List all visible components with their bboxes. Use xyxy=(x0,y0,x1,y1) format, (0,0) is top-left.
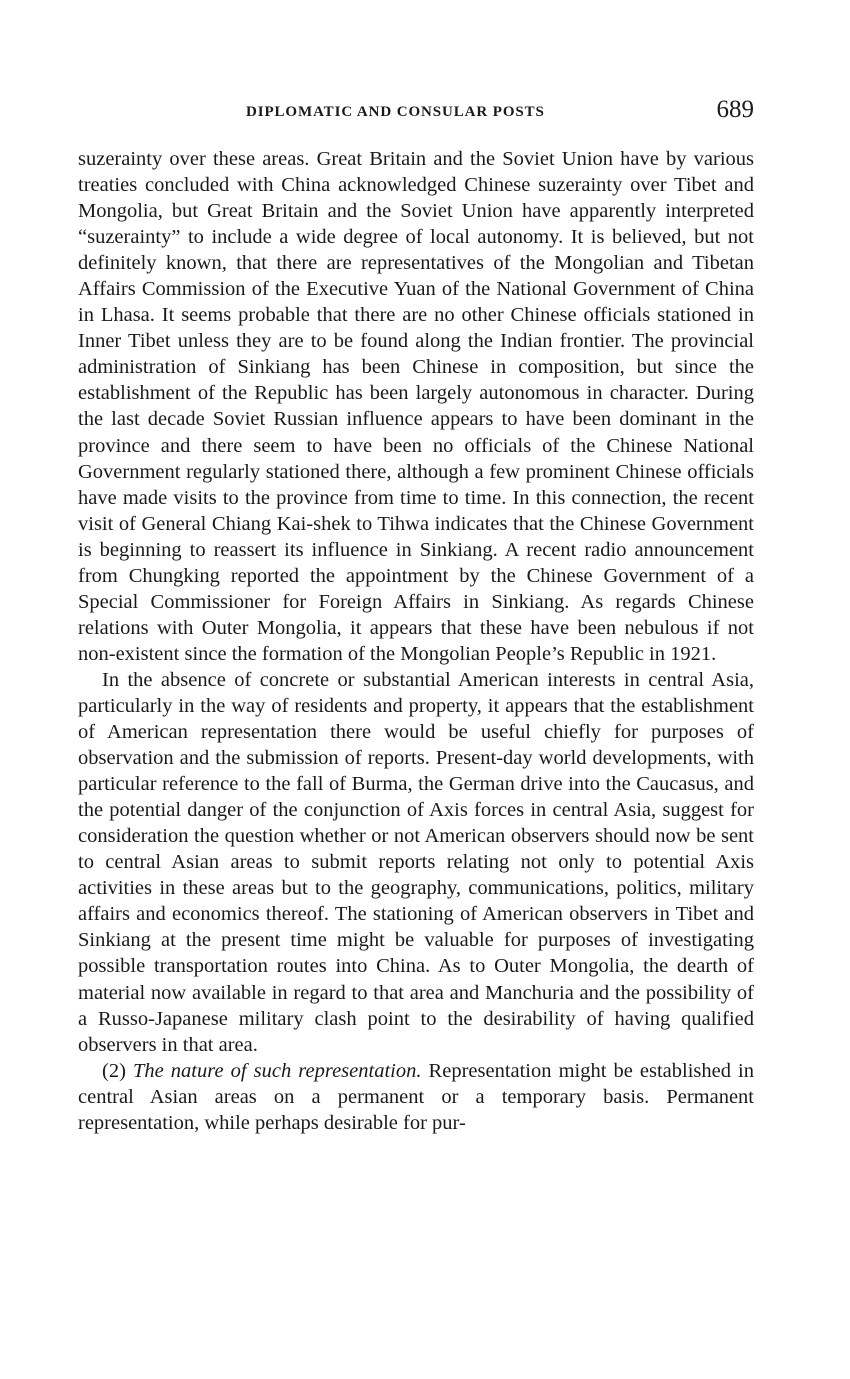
section-heading: The nature of such representation. xyxy=(132,1059,422,1082)
running-title: DIPLOMATIC AND CONSULAR POSTS xyxy=(246,104,545,120)
paragraph-american-interests: In the absence of concrete or substantial American interests in central Asia, particularly in the way of residents and property, it appears that the establishment of American representation there would be useful chiefly for purposes of observation and the submission of reports. Present-day world developments, with particular reference to the fall of Burma, the German drive into the Caucasus, and the potential danger of the conjunction of Axis forces in central Asia, suggest for consideration the question whether or not American observers should now be sent to central Asian areas to submit reports relating not only to potential Axis activities in these areas but to the geography, communications, politics, military affairs and economics thereof. The stationing of American observers in Tibet and Sinkiang at the present time might be valuable for purposes of investigating possible transportation routes into China. As to Outer Mongolia, the dearth of material now available in regard to that area and Manchuria and the possibility of a Russo-Japanese military clash point to the desirability of having qualified observers in that area. xyxy=(78,668,754,1056)
running-header xyxy=(78,98,754,128)
page-number: 689 xyxy=(716,96,754,123)
section-text: Representation might be established in central Asian areas on a permanent or a temporary basis. Permanent representation, while perhaps desirable for pur- xyxy=(78,1059,755,1134)
paragraph-nature-of-representation xyxy=(78,1058,754,1136)
body-text xyxy=(78,146,754,1136)
section-number: (2) xyxy=(102,1059,126,1082)
paragraph-continuation: suzerainty over these areas. Great Britain and the Soviet Union have by various treaties concluded with China acknowledged Chinese suzerainty over Tibet and Mongolia, but Great Britain and the Soviet Union have apparently interpreted “suzerainty” to include a wide degree of local autonomy. It is believed, but not definitely known, that there are representatives of the Mongolian and Tibetan Affairs Commission of the Executive Yuan of the National Government of China in Lhasa. It seems probable that there are no other Chinese officials stationed in Inner Tibet unless they are to be found along the Indian frontier. The provincial administration of Sinkiang has been Chinese in composition, but since the establishment of the Republic has been largely autonomous in character. During the last decade Soviet Russian influence appears to have been dominant in the province and there seem to have been no officials of the Chinese National Government regularly stationed there, although a few prominent Chinese officials have made visits to the province from time to time. In this connection, the recent visit of General Chiang Kai-shek to Tihwa indicates that the Chinese Government is beginning to reassert its influence in Sinkiang. A recent radio announcement from Chungking reported the appointment by the Chinese Government of a Special Commissioner for Foreign Affairs in Sinkiang. As regards Chinese relations with Outer Mongolia, it appears that these have been nebulous if not non-existent since the formation of the Mongolian People’s Republic in 1921. xyxy=(78,148,754,665)
